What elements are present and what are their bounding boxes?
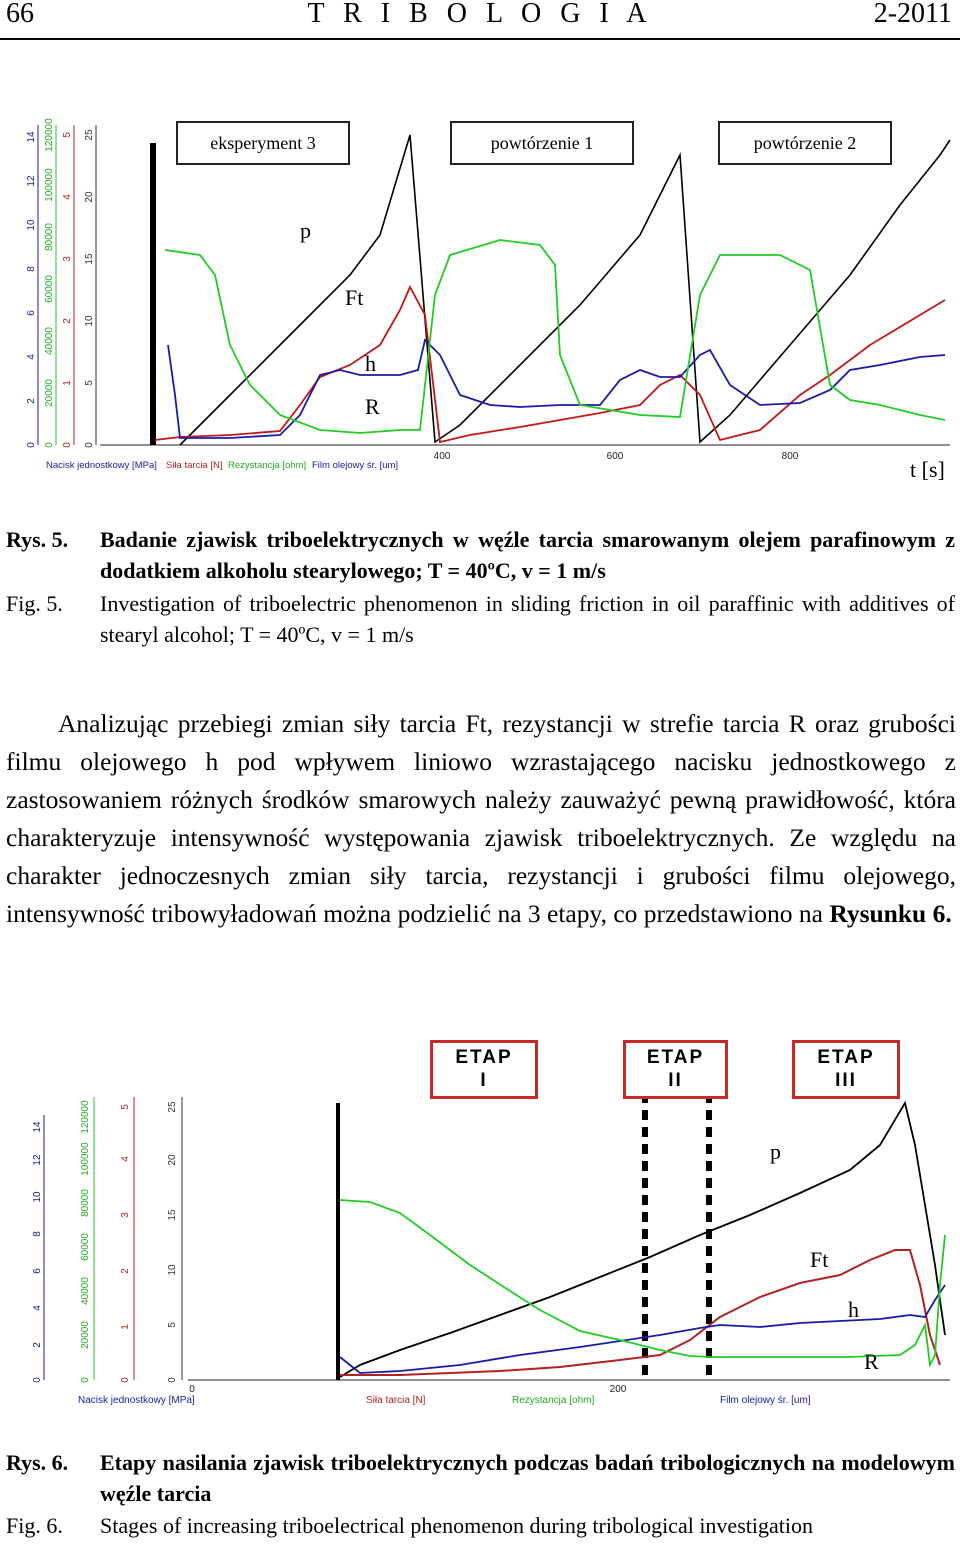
caption-fig6-pl [0, 1447, 960, 1509]
scale-green-tick: 80000 [44, 223, 55, 251]
scale-green-tick: 100000 [44, 168, 55, 202]
scale-blue-tick: 0 [32, 1377, 43, 1383]
etap-title: ETAP [455, 1047, 513, 1068]
axis-legend-item: Siła tarcia [N] [366, 1395, 426, 1406]
scale-black-fig6 [167, 1097, 182, 1383]
journal-title: T R I B O L O G I A [307, 0, 653, 29]
curve-label-ft: Ft [345, 285, 364, 310]
scale-blue-tick: 4 [32, 1305, 43, 1311]
etap-number: I [480, 1070, 488, 1091]
scale-blue-fig6 [32, 1115, 44, 1383]
scale-blue-tick: 0 [26, 442, 37, 448]
scale-red-tick: 4 [62, 194, 73, 200]
scale-black-tick: 15 [167, 1209, 178, 1221]
scale-black-tick: 5 [84, 380, 95, 386]
body-text: Analizując przebiegi zmian siły tarcia Ft, rezystancji w strefie tarcia R oraz grubości filmu olejowego h pod wpływem liniowo wzrastającego nacisku jednostkowego z zastosowaniem różnych środków smarowych należy zauważyć pewną prawidłowość, która charakteryzuje intensywność występowania zjawisk triboelektrycznych. Ze względu na charakter jednoczesnych zmian siły tarcia, rezystancji i grubości filmu olejowego, intensywność tribowyładowań można podzielić na 3 etapy, co przedstawiono na [6, 709, 956, 928]
scale-blue-tick: 14 [26, 131, 37, 143]
scale-green-tick: 100000 [80, 1142, 91, 1176]
scale-red-tick: 1 [120, 1324, 131, 1330]
axis-legend-item: Film olejowy śr. [um] [312, 460, 399, 471]
curve-label-h: h [848, 1297, 859, 1322]
axis-legend-item: Nacisk jednostkowy [MPa] [78, 1395, 195, 1406]
axis-legend-fig6 [78, 1395, 811, 1406]
x-tick: 400 [433, 451, 451, 462]
curve-label-p: p [300, 218, 311, 243]
scale-blue-tick: 4 [26, 354, 37, 360]
curve-h-blue-fig5 [168, 340, 945, 438]
legend-eksperyment-3: eksperyment 3 [176, 121, 350, 165]
axis-legend-item: Film olejowy śr. [um] [720, 1395, 811, 1406]
scale-red-tick: 3 [62, 256, 73, 262]
scale-green-fig5 [44, 118, 56, 448]
scale-green-tick: 40000 [44, 327, 55, 355]
etap-title: ETAP [646, 1047, 705, 1068]
scale-blue-tick: 12 [26, 175, 37, 187]
etap-title: ETAP [817, 1047, 875, 1068]
scale-red-tick: 2 [62, 318, 73, 324]
caption-fig5-en [0, 588, 960, 650]
curve-label-ft: Ft [810, 1247, 829, 1272]
scale-blue-fig5 [26, 125, 38, 448]
scale-red-tick: 3 [120, 1212, 131, 1218]
etap-box-3 [792, 1040, 900, 1099]
scale-black-tick: 20 [167, 1154, 178, 1166]
scale-red-tick: 1 [62, 380, 73, 386]
caption-label: Fig. 6. [6, 1513, 63, 1538]
scale-black-tick: 25 [167, 1101, 178, 1113]
scale-black-tick: 15 [84, 253, 95, 265]
scale-blue-tick: 8 [32, 1231, 43, 1237]
scale-red-tick: 0 [62, 442, 73, 448]
curve-r-green-fig5 [165, 240, 945, 433]
scale-blue-tick: 8 [26, 266, 37, 272]
figure-6 [0, 1035, 960, 1415]
caption-label: Fig. 5. [6, 591, 63, 616]
axis-legend-item: Nacisk jednostkowy [MPa] [46, 460, 157, 471]
legend-powtorzenie-1: powtórzenie 1 [450, 121, 634, 165]
body-paragraph [6, 705, 956, 933]
scale-black-tick: 10 [167, 1264, 178, 1276]
scale-red-tick: 5 [62, 132, 73, 138]
scale-red-tick: 5 [120, 1104, 131, 1110]
figure-5 [0, 95, 960, 495]
scale-blue-tick: 14 [32, 1121, 43, 1133]
scale-blue-tick: 12 [32, 1154, 43, 1166]
scale-green-tick: 120000 [80, 1100, 91, 1134]
scale-black-fig5 [84, 125, 96, 448]
scale-red-tick: 4 [120, 1156, 131, 1162]
scale-green-tick: 20000 [44, 379, 55, 407]
page-number: 66 [6, 0, 34, 29]
figure-reference: Rysunku 6. [829, 899, 952, 928]
axis-legend-item: Rezystancja [ohm] [228, 460, 307, 471]
scale-green-tick: 60000 [80, 1233, 91, 1261]
scale-black-tick: 0 [167, 1377, 178, 1383]
scale-blue-tick: 6 [32, 1268, 43, 1274]
scale-green-tick: 120000 [44, 118, 55, 152]
scale-black-tick: 20 [84, 191, 95, 203]
curve-label-r: R [864, 1349, 879, 1374]
caption-text: Etapy nasilania zjawisk triboelektrycznych podczas badań tribologicznych na modelowym węźle tarcia [100, 1450, 955, 1506]
scale-black-tick: 5 [167, 1322, 178, 1328]
caption-text: Investigation of triboelectric phenomenon in sliding friction in oil paraffinic with additives of stearyl alcohol; T = 40ºC, v = 1 m/s [100, 591, 955, 647]
header-rule [0, 38, 960, 40]
scale-blue-tick: 10 [26, 219, 37, 231]
scale-green-tick: 60000 [44, 275, 55, 303]
scale-red-tick: 0 [120, 1377, 131, 1383]
scale-green-tick: 0 [80, 1377, 91, 1383]
time-axis-label: t [s] [910, 457, 945, 482]
x-ticks-fig6 [189, 1384, 627, 1395]
scale-red-fig5 [62, 125, 74, 448]
x-tick: 600 [606, 451, 624, 462]
scale-blue-tick: 2 [32, 1342, 43, 1348]
caption-label: Rys. 6. [6, 1450, 69, 1475]
scale-blue-tick: 2 [26, 398, 37, 404]
curve-label-r: R [365, 394, 380, 419]
axis-legend-fig5 [46, 460, 398, 471]
caption-fig6-en [0, 1510, 960, 1568]
x-tick: 0 [189, 1384, 195, 1395]
scale-black-tick: 10 [84, 315, 95, 327]
scale-red-fig6 [120, 1097, 134, 1383]
x-tick: 800 [781, 451, 799, 462]
scale-green-tick: 0 [44, 442, 55, 448]
axis-legend-item: Rezystancja [ohm] [512, 1395, 595, 1406]
scale-blue-tick: 6 [26, 310, 37, 316]
etap-box-2 [623, 1040, 728, 1099]
scale-red-tick: 2 [120, 1268, 131, 1274]
legend-powtorzenie-2: powtórzenie 2 [718, 121, 892, 165]
curve-label-p: p [770, 1139, 781, 1164]
scale-green-tick: 20000 [80, 1321, 91, 1349]
scale-black-tick: 0 [84, 442, 95, 448]
x-tick: 200 [609, 1384, 627, 1395]
caption-text: Stages of increasing triboelectrical phenomenon during tribological investigation [100, 1513, 813, 1538]
caption-text: Badanie zjawisk triboelektrycznych w węźle tarcia smarowanym olejem parafinowym z dodatkiem alkoholu stearylowego; T = 40ºC, v = 1 m/s [100, 527, 955, 583]
x-ticks-fig5 [434, 451, 799, 462]
scale-green-tick: 80000 [80, 1189, 91, 1217]
axis-legend-item: Siła tarcia [N] [166, 460, 223, 471]
etap-box-1 [430, 1040, 538, 1099]
scale-green-fig6 [80, 1097, 94, 1383]
etap-number: II [668, 1070, 683, 1091]
issue-number: 2-2011 [873, 0, 952, 29]
scale-blue-tick: 10 [32, 1191, 43, 1203]
curve-p-black-fig5 [180, 135, 950, 445]
scale-black-tick: 25 [84, 129, 95, 141]
caption-fig5-pl [0, 524, 960, 586]
etap-number: III [835, 1070, 857, 1091]
scale-green-tick: 40000 [80, 1277, 91, 1305]
caption-label: Rys. 5. [6, 527, 69, 552]
curve-label-h: h [365, 351, 376, 376]
